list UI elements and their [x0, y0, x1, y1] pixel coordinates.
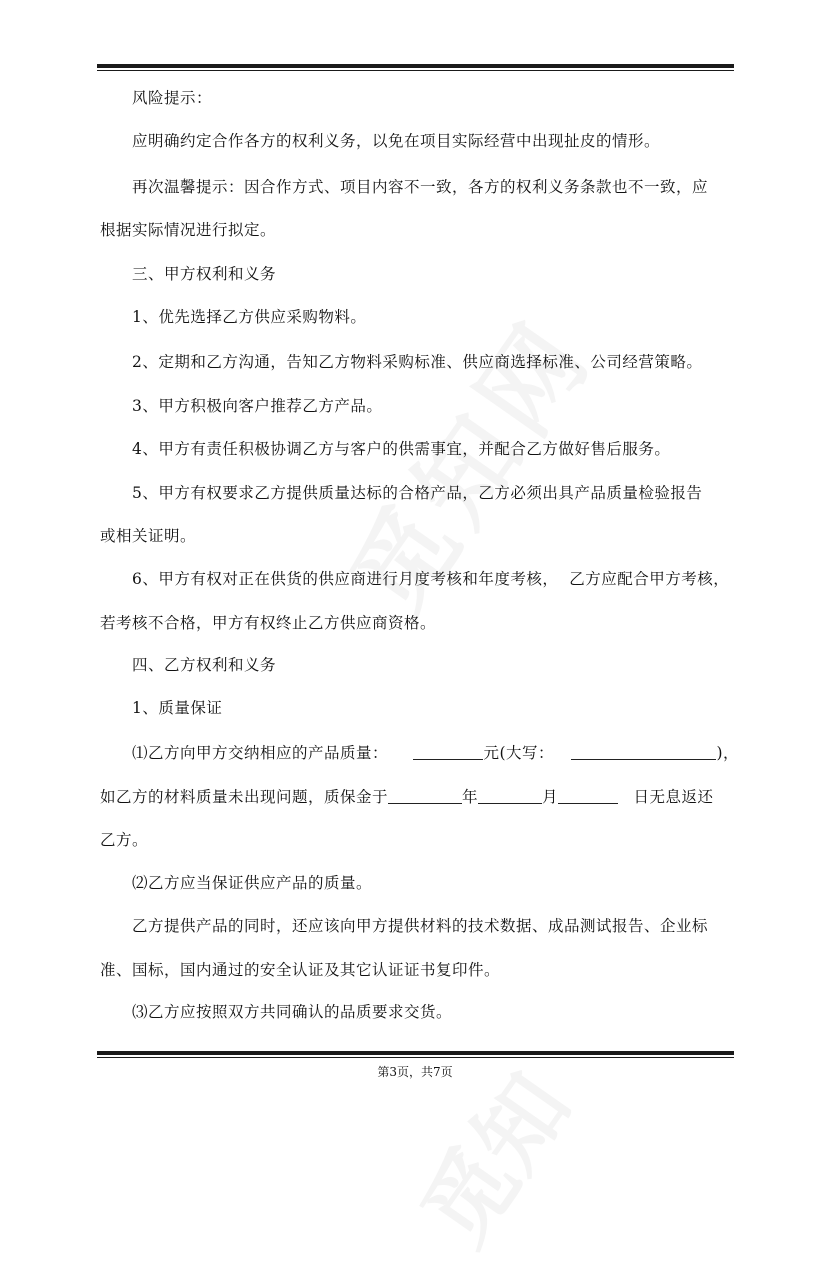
q1-text-c: )， [716, 744, 740, 762]
reminder-line-2: 根据实际情况进行拟定。 [100, 221, 277, 239]
section-4-title: 四、乙方权利和义务 [132, 656, 277, 674]
quality-clause-1-line-3: 乙方。 [100, 831, 149, 849]
header-rule-thin [97, 70, 734, 71]
quality-clause-1-line-1 [132, 741, 739, 763]
month-label: 月 [542, 788, 559, 806]
q1-line2-text: 如乙方的材料质量未出现问题，质保金于 [100, 788, 389, 806]
q1-text-a: ⑴乙方向甲方交纳相应的产品质量： [132, 744, 389, 762]
section-4-sub-1: 1、质量保证 [132, 699, 223, 717]
risk-title: 风险提示： [132, 89, 213, 107]
section-3-item-3: 3、甲方积极向客户推荐乙方产品。 [132, 397, 383, 415]
quality-clause-2-detail-line-2: 准、国标，国内通过的安全认证及其它认证证书复印件。 [100, 961, 501, 979]
quality-clause-2: ⑵乙方应当保证供应产品的质量。 [132, 874, 373, 892]
quality-clause-2-detail-line-1: 乙方提供产品的同时，还应该向甲方提供材料的技术数据、成品测试报告、企业标 [132, 917, 709, 935]
section-3-item-4: 4、甲方有责任积极协调乙方与客户的供需事宜，并配合乙方做好售后服务。 [132, 440, 671, 458]
q1-text-b: 元(大写： [483, 744, 555, 762]
section-3-item-6-line-1: 6、甲方有权对正在供货的供应商进行月度考核和年度考核， 乙方应配合甲方考核， [132, 570, 730, 588]
section-3-title: 三、甲方权利和义务 [132, 265, 277, 283]
section-3-item-5-line-2: 或相关证明。 [100, 527, 197, 545]
month-blank [478, 788, 542, 804]
quality-clause-3: ⑶乙方应按照双方共同确认的品质要求交货。 [132, 1003, 453, 1021]
day-label: 日无息返还 [633, 788, 714, 806]
header-rule [97, 64, 734, 68]
footer-rule-thin [97, 1057, 734, 1058]
amount-words-blank [571, 744, 716, 760]
section-3-item-5-line-1: 5、甲方有权要求乙方提供质量达标的合格产品，乙方必须出具产品质量检验报告 [132, 484, 703, 502]
footer-rule [97, 1051, 734, 1055]
risk-text: 应明确约定合作各方的权利义务，以免在项目实际经营中出现扯皮的情形。 [132, 132, 661, 150]
year-label: 年 [462, 788, 479, 806]
reminder-line-1: 再次温馨提示：因合作方式、项目内容不一致，各方的权利义务条款也不一致，应 [132, 178, 709, 196]
day-blank [558, 788, 618, 804]
quality-clause-1-line-2 [100, 785, 714, 807]
section-3-item-2: 2、定期和乙方沟通，告知乙方物料采购标准、供应商选择标准、公司经营策略。 [132, 353, 703, 371]
year-blank [388, 788, 462, 804]
page-number: 第3页，共7页 [377, 1065, 453, 1079]
section-3-item-1: 1、优先选择乙方供应采购物料。 [132, 308, 367, 326]
section-3-item-6-line-2: 若考核不合格，甲方有权终止乙方供应商资格。 [100, 614, 437, 632]
amount-blank [413, 744, 483, 760]
